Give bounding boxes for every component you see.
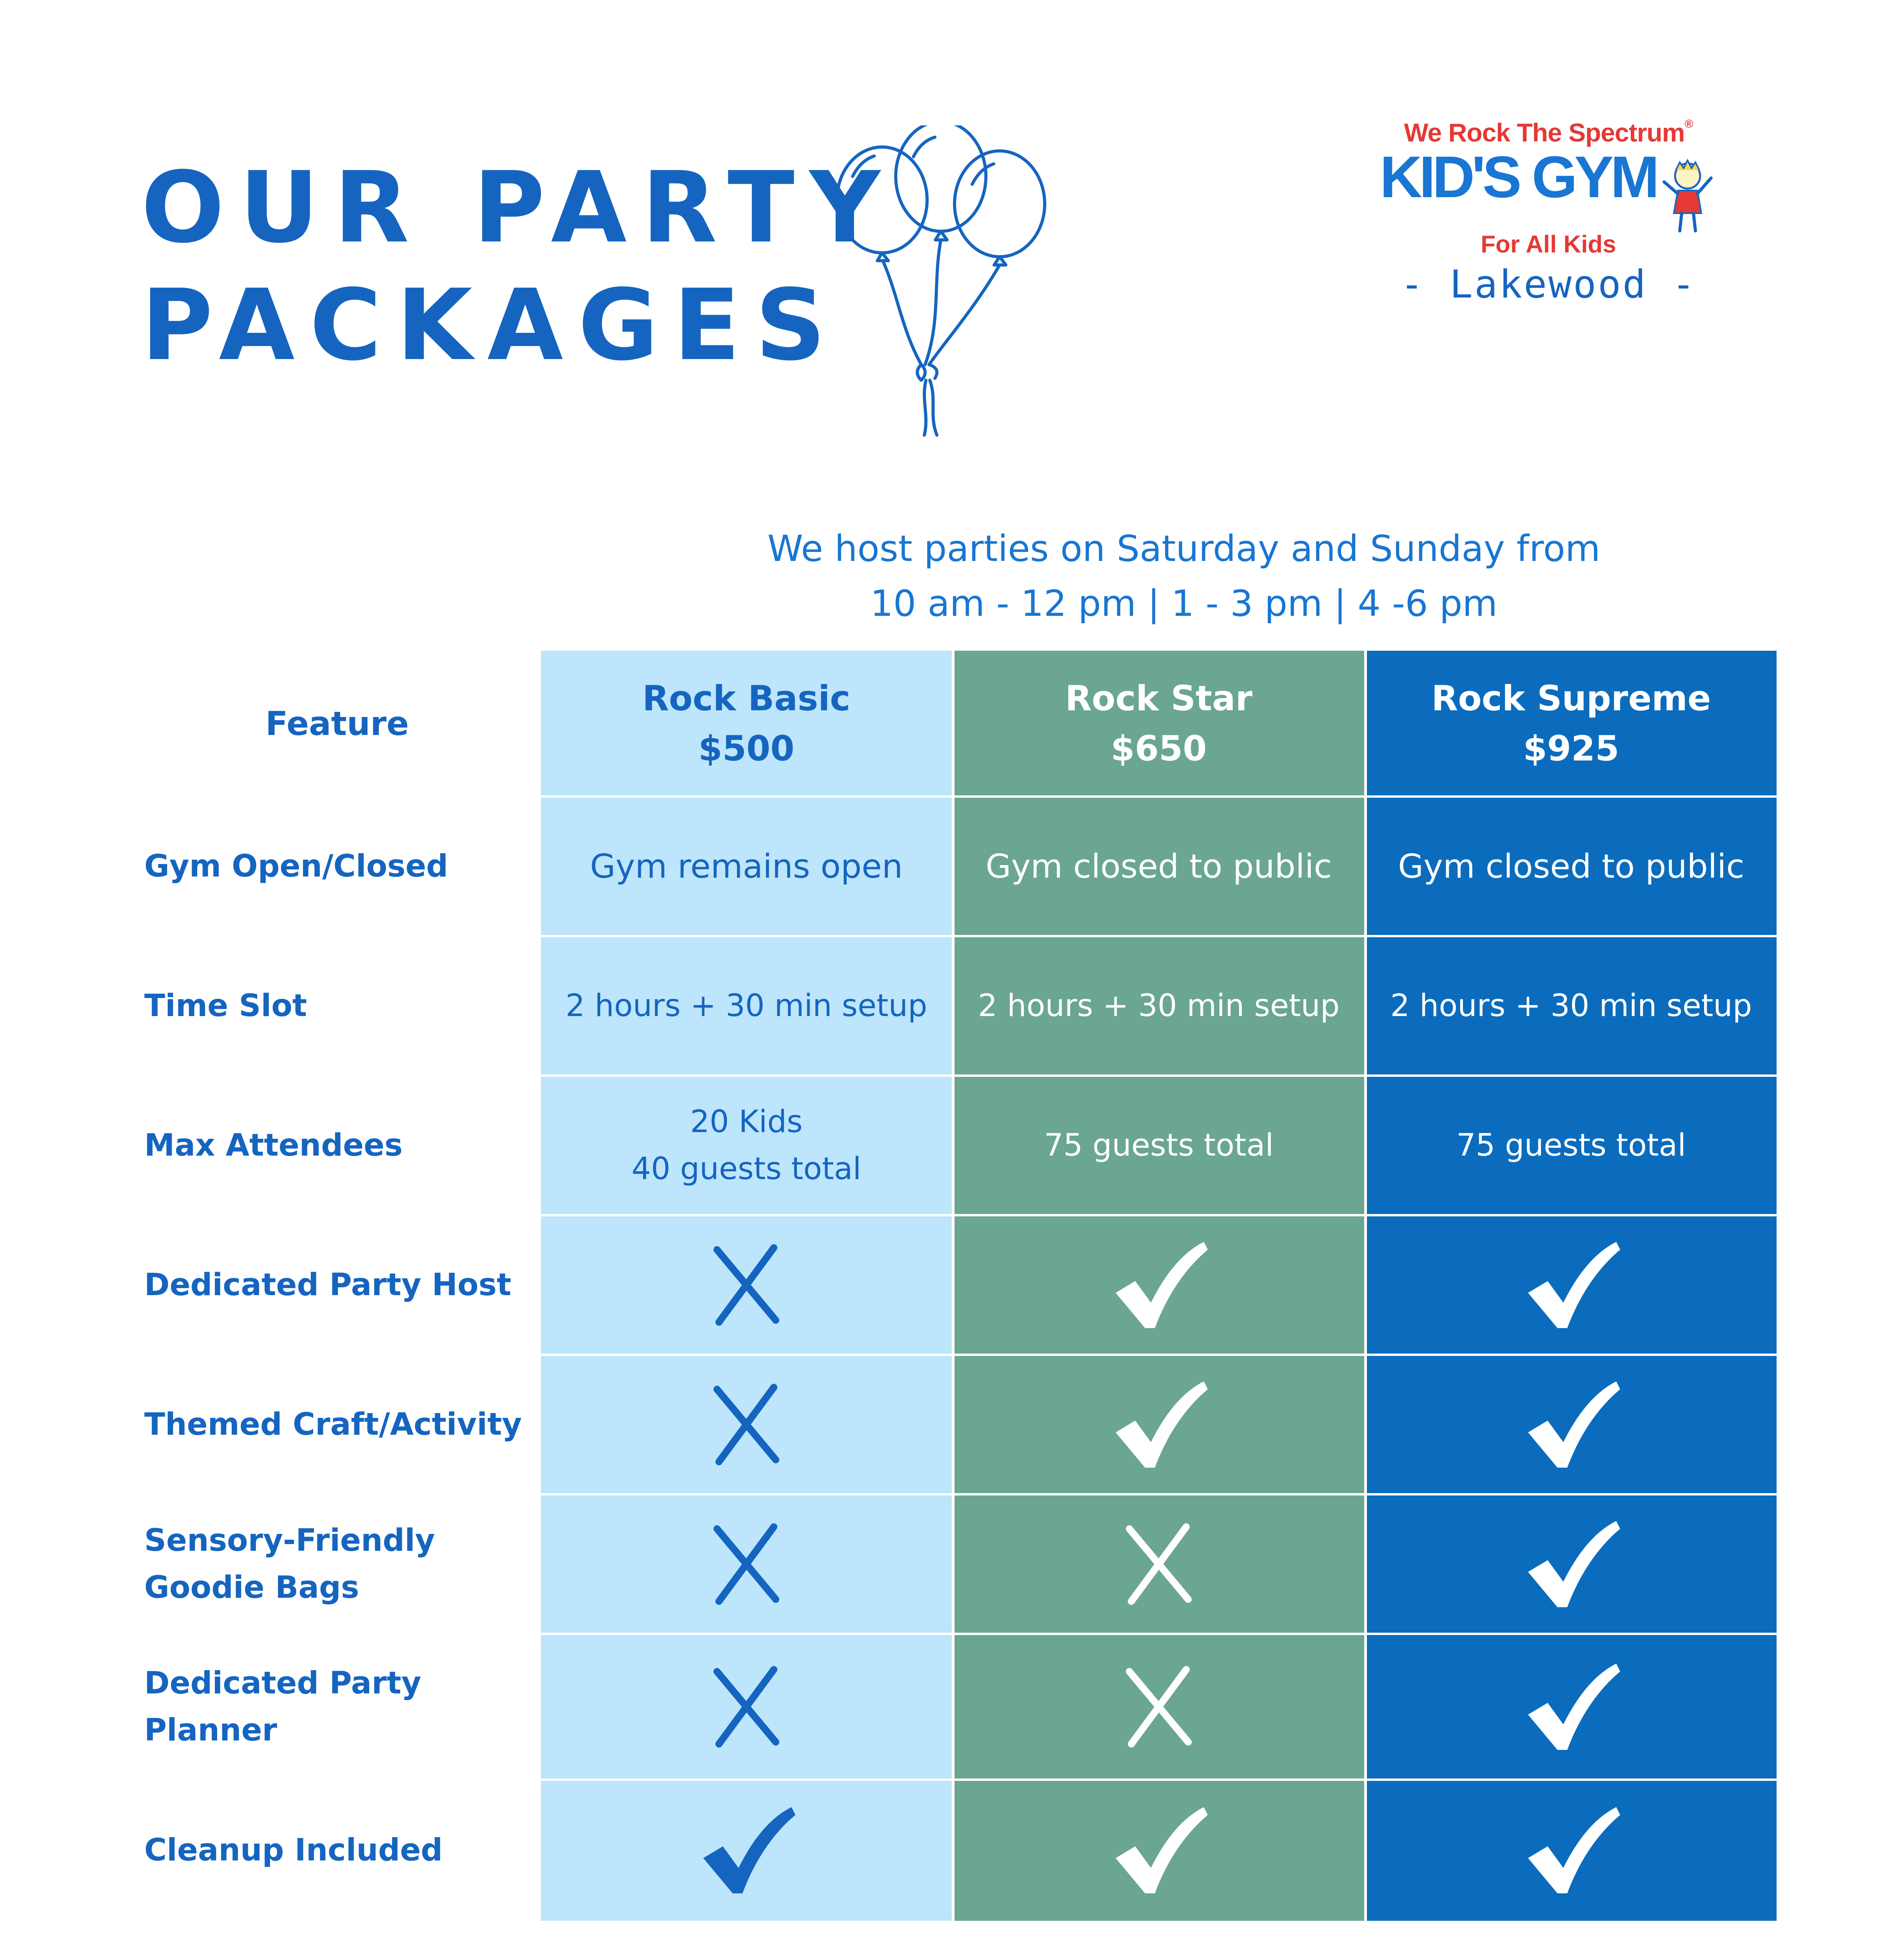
party-hours-line-2: 10 am - 12 pm | 1 - 3 pm | 4 -6 pm [870,583,1498,624]
table-cell [1366,1780,1777,1921]
table-divider [541,1779,1778,1781]
package-price: $650 [1111,728,1207,769]
table-cell [953,1780,1364,1921]
checkmark-icon [1520,1513,1622,1615]
logo-location: - Lakewood - [1400,262,1697,307]
x-mark-icon [695,1234,797,1336]
party-hours [588,521,1780,631]
row-label-gym-open-closed: Gym Open/Closed [144,849,448,884]
page-title-line-2: PACKAGES [141,268,841,382]
checkmark-icon [1520,1234,1622,1336]
package-header-rock-supreme [1366,651,1777,797]
table-cell [541,1634,952,1780]
row-label-line: Goodie Bags [144,1570,359,1605]
row-label-line: Dedicated Party [144,1666,421,1701]
checkmark-icon [1108,1374,1210,1475]
package-header-rock-star [953,651,1364,797]
checkmark-icon [1520,1799,1622,1901]
table-cell: 2 hours + 30 min setup [953,936,1364,1076]
cell-line: 40 guests total [632,1151,861,1187]
table-cell [1366,1215,1777,1355]
x-mark-icon [695,1656,797,1758]
kid-figure-icon [1658,158,1717,233]
table-divider [541,1074,1778,1077]
row-label-sensory-friendly-goodie-bags [144,1494,536,1634]
table-divider [541,795,1778,798]
row-label-dedicated-party-host: Dedicated Party Host [144,1267,512,1303]
row-label-line: Planner [144,1713,277,1748]
table-cell [1366,1494,1777,1634]
checkmark-icon [1108,1799,1210,1901]
x-mark-icon [695,1513,797,1615]
table-cell [541,1780,952,1921]
table-cell [541,1494,952,1634]
table-divider [952,651,955,1921]
checkmark-icon [1520,1656,1622,1758]
checkmark-icon [1520,1374,1622,1475]
kids-gym-logo [1333,118,1764,307]
x-mark-icon [1108,1656,1210,1758]
logo-sub: For All Kids [1481,230,1616,258]
table-cell [953,1494,1364,1634]
row-label-themed-craft-activity: Themed Craft/Activity [144,1407,522,1442]
package-name: Rock Star [1065,678,1252,719]
logo-tagline: We Rock The Spectrum® [1404,118,1693,147]
x-mark-icon [695,1374,797,1475]
table-divider [1365,651,1367,1921]
table-cell [953,1634,1364,1780]
checkmark-icon [1108,1234,1210,1336]
table-cell [1366,1355,1777,1494]
table-cell [1366,1634,1777,1780]
table-cell: 2 hours + 30 min setup [541,936,952,1076]
table-cell [541,1076,952,1215]
x-mark-icon [1108,1513,1210,1615]
table-cell [953,1355,1364,1494]
row-label-line: Sensory-Friendly [144,1523,435,1558]
logo-brand: KID'S GYM [1379,144,1657,210]
table-divider [541,1354,1778,1356]
row-label-time-slot: Time Slot [144,988,307,1024]
table-divider [541,935,1778,937]
package-name: Rock Supreme [1431,678,1711,719]
table-cell [541,1355,952,1494]
row-label-dedicated-party-planner [144,1634,536,1780]
table-cell: Gym remains open [541,797,952,936]
table-cell: 2 hours + 30 min setup [1366,936,1777,1076]
table-divider [541,1214,1778,1216]
table-cell: 75 guests total [1366,1076,1777,1215]
package-name: Rock Basic [642,678,851,719]
package-price: $925 [1523,728,1619,769]
table-cell: Gym closed to public [953,797,1364,936]
table-cell [541,1215,952,1355]
table-cell: Gym closed to public [1366,797,1777,936]
table-divider [541,1633,1778,1635]
row-label-cleanup-included: Cleanup Included [144,1833,443,1868]
balloons-icon [823,125,1078,439]
cell-line: 20 Kids [690,1104,803,1140]
table-cell [953,1215,1364,1355]
package-price: $500 [698,728,795,769]
checkmark-icon [695,1799,797,1901]
page-title [141,149,895,384]
package-header-rock-basic [541,651,952,797]
row-label-max-attendees: Max Attendees [144,1128,403,1163]
table-divider [541,1493,1778,1495]
party-hours-line-1: We host parties on Saturday and Sunday from [767,528,1601,570]
feature-column-header: Feature [265,704,409,743]
page-title-line-1: OUR PARTY [141,151,895,265]
table-cell: 75 guests total [953,1076,1364,1215]
